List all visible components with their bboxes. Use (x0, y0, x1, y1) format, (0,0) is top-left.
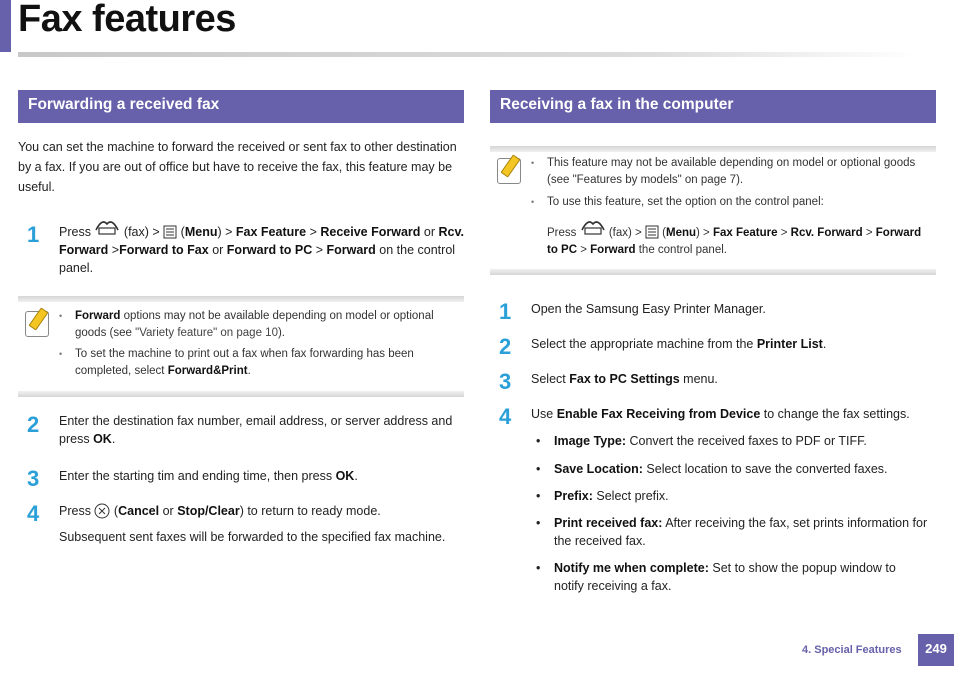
fax-icon (94, 222, 120, 238)
note-bullet: • To use this feature, set the option on the control panel: (531, 194, 941, 211)
text: > (315, 243, 324, 257)
text: Select location to save the converted faxes. (646, 462, 888, 476)
text: Press (59, 504, 91, 518)
step-4-text (531, 405, 910, 423)
menu-label: Menu (184, 225, 218, 239)
text: Set to show the popup window to (712, 561, 896, 575)
note-bottom-border (490, 269, 936, 275)
text: press (59, 432, 90, 446)
text: or (162, 504, 174, 518)
step-2-text (531, 335, 826, 353)
to-pc-label: to PC (547, 244, 578, 256)
rcv-label: Rcv. (438, 225, 464, 239)
intro-line: You can set the machine to forward the received or sent fax to other destination (18, 140, 457, 154)
intro-line: by a fax. If you are out of office but have to receive the fax, this feature may be (18, 160, 453, 174)
text: Enter the starting tim and ending time, then press (59, 469, 333, 483)
forward-label: Forward (75, 310, 121, 322)
text: > (865, 227, 873, 239)
footer-chapter: 4. Special Features (802, 644, 902, 656)
text: Select prefix. (596, 489, 669, 503)
cross-reference-link[interactable]: "Variety feature" on page 10 (135, 327, 278, 339)
text: > (309, 225, 317, 239)
text: menu. (683, 372, 718, 386)
section-heading-receiving: Receiving a fax in the computer (490, 90, 936, 122)
rcv-forward-label: Rcv. Forward (790, 227, 863, 239)
step-number: 3 (499, 369, 512, 394)
text: > (580, 244, 587, 256)
list-item: • Save Location: Select location to save the converted faxes. (536, 462, 888, 476)
text: . (247, 365, 251, 377)
forward-label: Forward (326, 243, 376, 257)
step-number: 1 (27, 222, 40, 247)
note-bullet: • This feature may not be available depending on model or optional goods (see "Features by models" on page 7). (531, 157, 916, 186)
text: ( (113, 504, 119, 518)
text: goods (see (75, 327, 136, 339)
text: ) > (217, 225, 233, 239)
text: ) to return to ready mode. (239, 504, 381, 518)
note-instruction (547, 222, 942, 259)
bullet-label: Prefix: (554, 489, 593, 503)
note-pencil-icon (497, 158, 521, 184)
step-number: 4 (27, 501, 40, 526)
text: ). (277, 327, 285, 339)
fax-feature-label: Fax Feature (235, 225, 307, 239)
fax-to-pc-settings-label: Fax to PC Settings (569, 372, 680, 386)
bullet-label: Print received fax: (554, 516, 663, 530)
forward-label: Forward (59, 243, 109, 257)
bullet-label: Notify me when complete: (554, 561, 709, 575)
text: Use (531, 407, 554, 421)
step-number: 2 (27, 412, 40, 437)
text: to change the fax settings. (763, 407, 910, 421)
section-heading-forwarding: Forwarding a received fax (18, 90, 464, 122)
menu-label: Menu (665, 227, 697, 239)
text: After receiving the fax, set prints information for (665, 516, 928, 530)
note-bottom-border (18, 391, 464, 397)
ok-label: OK (93, 432, 112, 446)
step-number: 3 (27, 466, 40, 491)
step-4-text (59, 502, 469, 546)
list-item: • Prefix: Select prefix. (536, 489, 669, 503)
text: To use this feature, set the option on the control panel: (547, 196, 824, 208)
text: ( (662, 227, 666, 239)
text: . (822, 337, 827, 351)
text: on the control (379, 243, 456, 257)
section-heading-rule (18, 122, 464, 123)
step-1-text: Open the Samsung Easy Printer Manager. (531, 302, 766, 316)
text: > (780, 227, 788, 239)
section-heading-rule (490, 122, 936, 123)
enable-fax-receiving-label: Enable Fax Receiving from Device (556, 407, 761, 421)
text: notify receiving a fax. (554, 579, 672, 593)
forward-to-pc-label: Forward to PC (226, 243, 313, 257)
step-1-text (59, 222, 469, 277)
step-3-text (59, 467, 469, 485)
note-bullet: • To set the machine to print out a fax when fax forwarding has been completed, select Forward&Print. (59, 348, 414, 377)
chapter-sidebar-bar (0, 0, 11, 52)
step-2-text (59, 412, 469, 448)
receive-forward-label: Receive Forward (320, 225, 421, 239)
text: To set the machine to print out a fax when fax forwarding has been (75, 348, 414, 360)
forward-and-print-label: Forward&Print (167, 365, 248, 377)
cancel-label: Cancel (118, 504, 160, 518)
text: or (423, 225, 436, 239)
list-item: • Notify me when complete: Set to show the popup window to notify receiving a fax. (536, 561, 896, 593)
step-number: 4 (499, 404, 512, 429)
intro-line: useful. (18, 180, 55, 194)
text: Press (547, 227, 577, 239)
bullet-label: Save Location: (554, 462, 643, 476)
title-rule (18, 52, 918, 57)
menu-icon (163, 225, 177, 239)
page-number: 249 (918, 634, 954, 666)
text: options may not be available depending on model or optional (123, 310, 434, 322)
text: panel. (59, 261, 94, 275)
text: completed, select (75, 365, 165, 377)
text: This feature may not be available depending on model or optional goods (547, 157, 916, 169)
note-pencil-icon (25, 311, 49, 337)
fax-icon (580, 222, 606, 238)
bullet-label: Image Type: (554, 434, 627, 448)
text: Subsequent sent faxes will be forwarded to the specified fax machine. (59, 530, 446, 544)
ok-label: OK (335, 469, 355, 483)
text: (fax) > (123, 225, 160, 239)
text: . (111, 432, 116, 446)
intro-paragraph (18, 137, 468, 197)
step-3-text (531, 370, 718, 388)
text: Convert the received faxes to PDF or TIFF. (629, 434, 867, 448)
text: Select (531, 372, 566, 386)
stop-clear-icon (94, 503, 110, 519)
fax-feature-label: Fax Feature (712, 227, 778, 239)
text: ) > (696, 227, 710, 239)
menu-icon (645, 225, 659, 239)
text: Press (59, 225, 91, 239)
printer-list-label: Printer List (756, 337, 823, 351)
forward-to-fax-label: Forward to Fax (119, 243, 209, 257)
text: Select the appropriate machine from the (531, 337, 754, 351)
text: . (354, 469, 358, 483)
page-title: Fax features (18, 0, 236, 40)
note-top-border (18, 296, 464, 302)
text: (fax) > (608, 227, 642, 239)
text: > (111, 243, 120, 257)
note-top-border (490, 146, 936, 152)
note-bullet: • Forward options may not be available depending on model or optional goods (see "Variety feature" on page 10). (59, 310, 434, 339)
list-item: • Image Type: Convert the received faxes to PDF or TIFF. (536, 434, 867, 448)
forward-label: Forward (590, 244, 636, 256)
step-number: 1 (499, 299, 512, 324)
text: Enter the destination fax number, email address, or server address and (59, 414, 453, 428)
stop-clear-label: Stop/Clear (177, 504, 240, 518)
text: ( (180, 225, 185, 239)
text: the received fax. (554, 534, 646, 548)
text: or (212, 243, 224, 257)
text: (see "Features by models" on page 7). (547, 174, 744, 186)
forward-label: Forward (875, 227, 922, 239)
text: the control panel. (638, 244, 727, 256)
list-item: • Print received fax: After receiving the fax, set prints information for the received fax. (536, 516, 928, 548)
step-number: 2 (499, 334, 512, 359)
